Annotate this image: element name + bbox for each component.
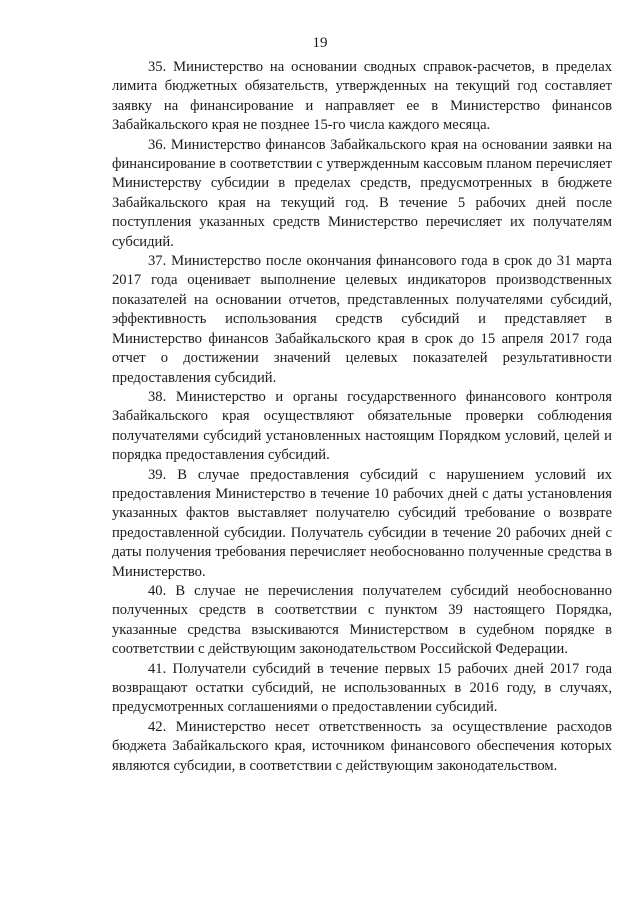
paragraph-40: 40. В случае не перечисления получателем субсидий необоснованно полученных средств в соответствии с пунктом 39 настоящего Порядка, указанные средства взыскиваются Министерством в судебном порядке в соответствии с действующим законодательством Российской Федерации.: [112, 582, 612, 658]
paragraph-41: 41. Получатели субсидий в течение первых 15 рабочих дней 2017 года возвращают остатки субсидий, не использованных в 2016 году, в случаях, предусмотренных соглашениями о предоставлении субсидий.: [112, 660, 612, 716]
document-body: [112, 58, 612, 776]
paragraph-42: 42. Министерство несет ответственность за осуществление расходов бюджета Забайкальского края, источником финансового обеспечения которых являются субсидии, в соответствии с действующим законодательством.: [112, 718, 612, 774]
paragraph-36: 36. Министерство финансов Забайкальского края на основании заявки на финансирование в соответствии с утвержденным кассовым планом перечисляет Министерству субсидии в пределах средств, предусмотренных в бюджете Забайкальского края на текущий год. В течение 5 рабочих дней после поступления указанных средств Министерство перечисляет их получателям субсидий.: [112, 136, 612, 250]
paragraph-38: 38. Министерство и органы государственного финансового контроля Забайкальского края осуществляют обязательные проверки соблюдения получателями субсидий установленных настоящим Порядком условий, целей и порядка предоставления субсидий.: [112, 388, 612, 464]
paragraph-37: 37. Министерство после окончания финансового года в срок до 31 марта 2017 года оценивает выполнение целевых индикаторов производственных показателей на основании отчетов, представленных получателями субсидий, эффективность использования средств субсидий и представляет в Министерство финансов Забайкальского края в срок до 15 апреля 2017 года отчет о достижении значений целевых показателей результативности предоставления субсидий.: [112, 253, 612, 386]
page-number: 19: [312, 35, 328, 51]
paragraph-39: 39. В случае предоставления субсидий с нарушением условий их предоставления Министерство в течение 10 рабочих дней с даты установления указанных фактов выставляет получателю субсидий требование о возврате предоставленной субсидии. Получатель субсидии в течение 20 рабочих дней с даты получения требования перечисляет необоснованно полученные средства в Министерство.: [112, 466, 612, 580]
paragraph-35: 35. Министерство на основании сводных справок-расчетов, в пределах лимита бюджетных обязательств, утвержденных на текущий год составляет заявку на финансирование и направляет ее в Министерство финансов Забайкальского края не позднее 15-го числа каждого месяца.: [112, 59, 612, 134]
